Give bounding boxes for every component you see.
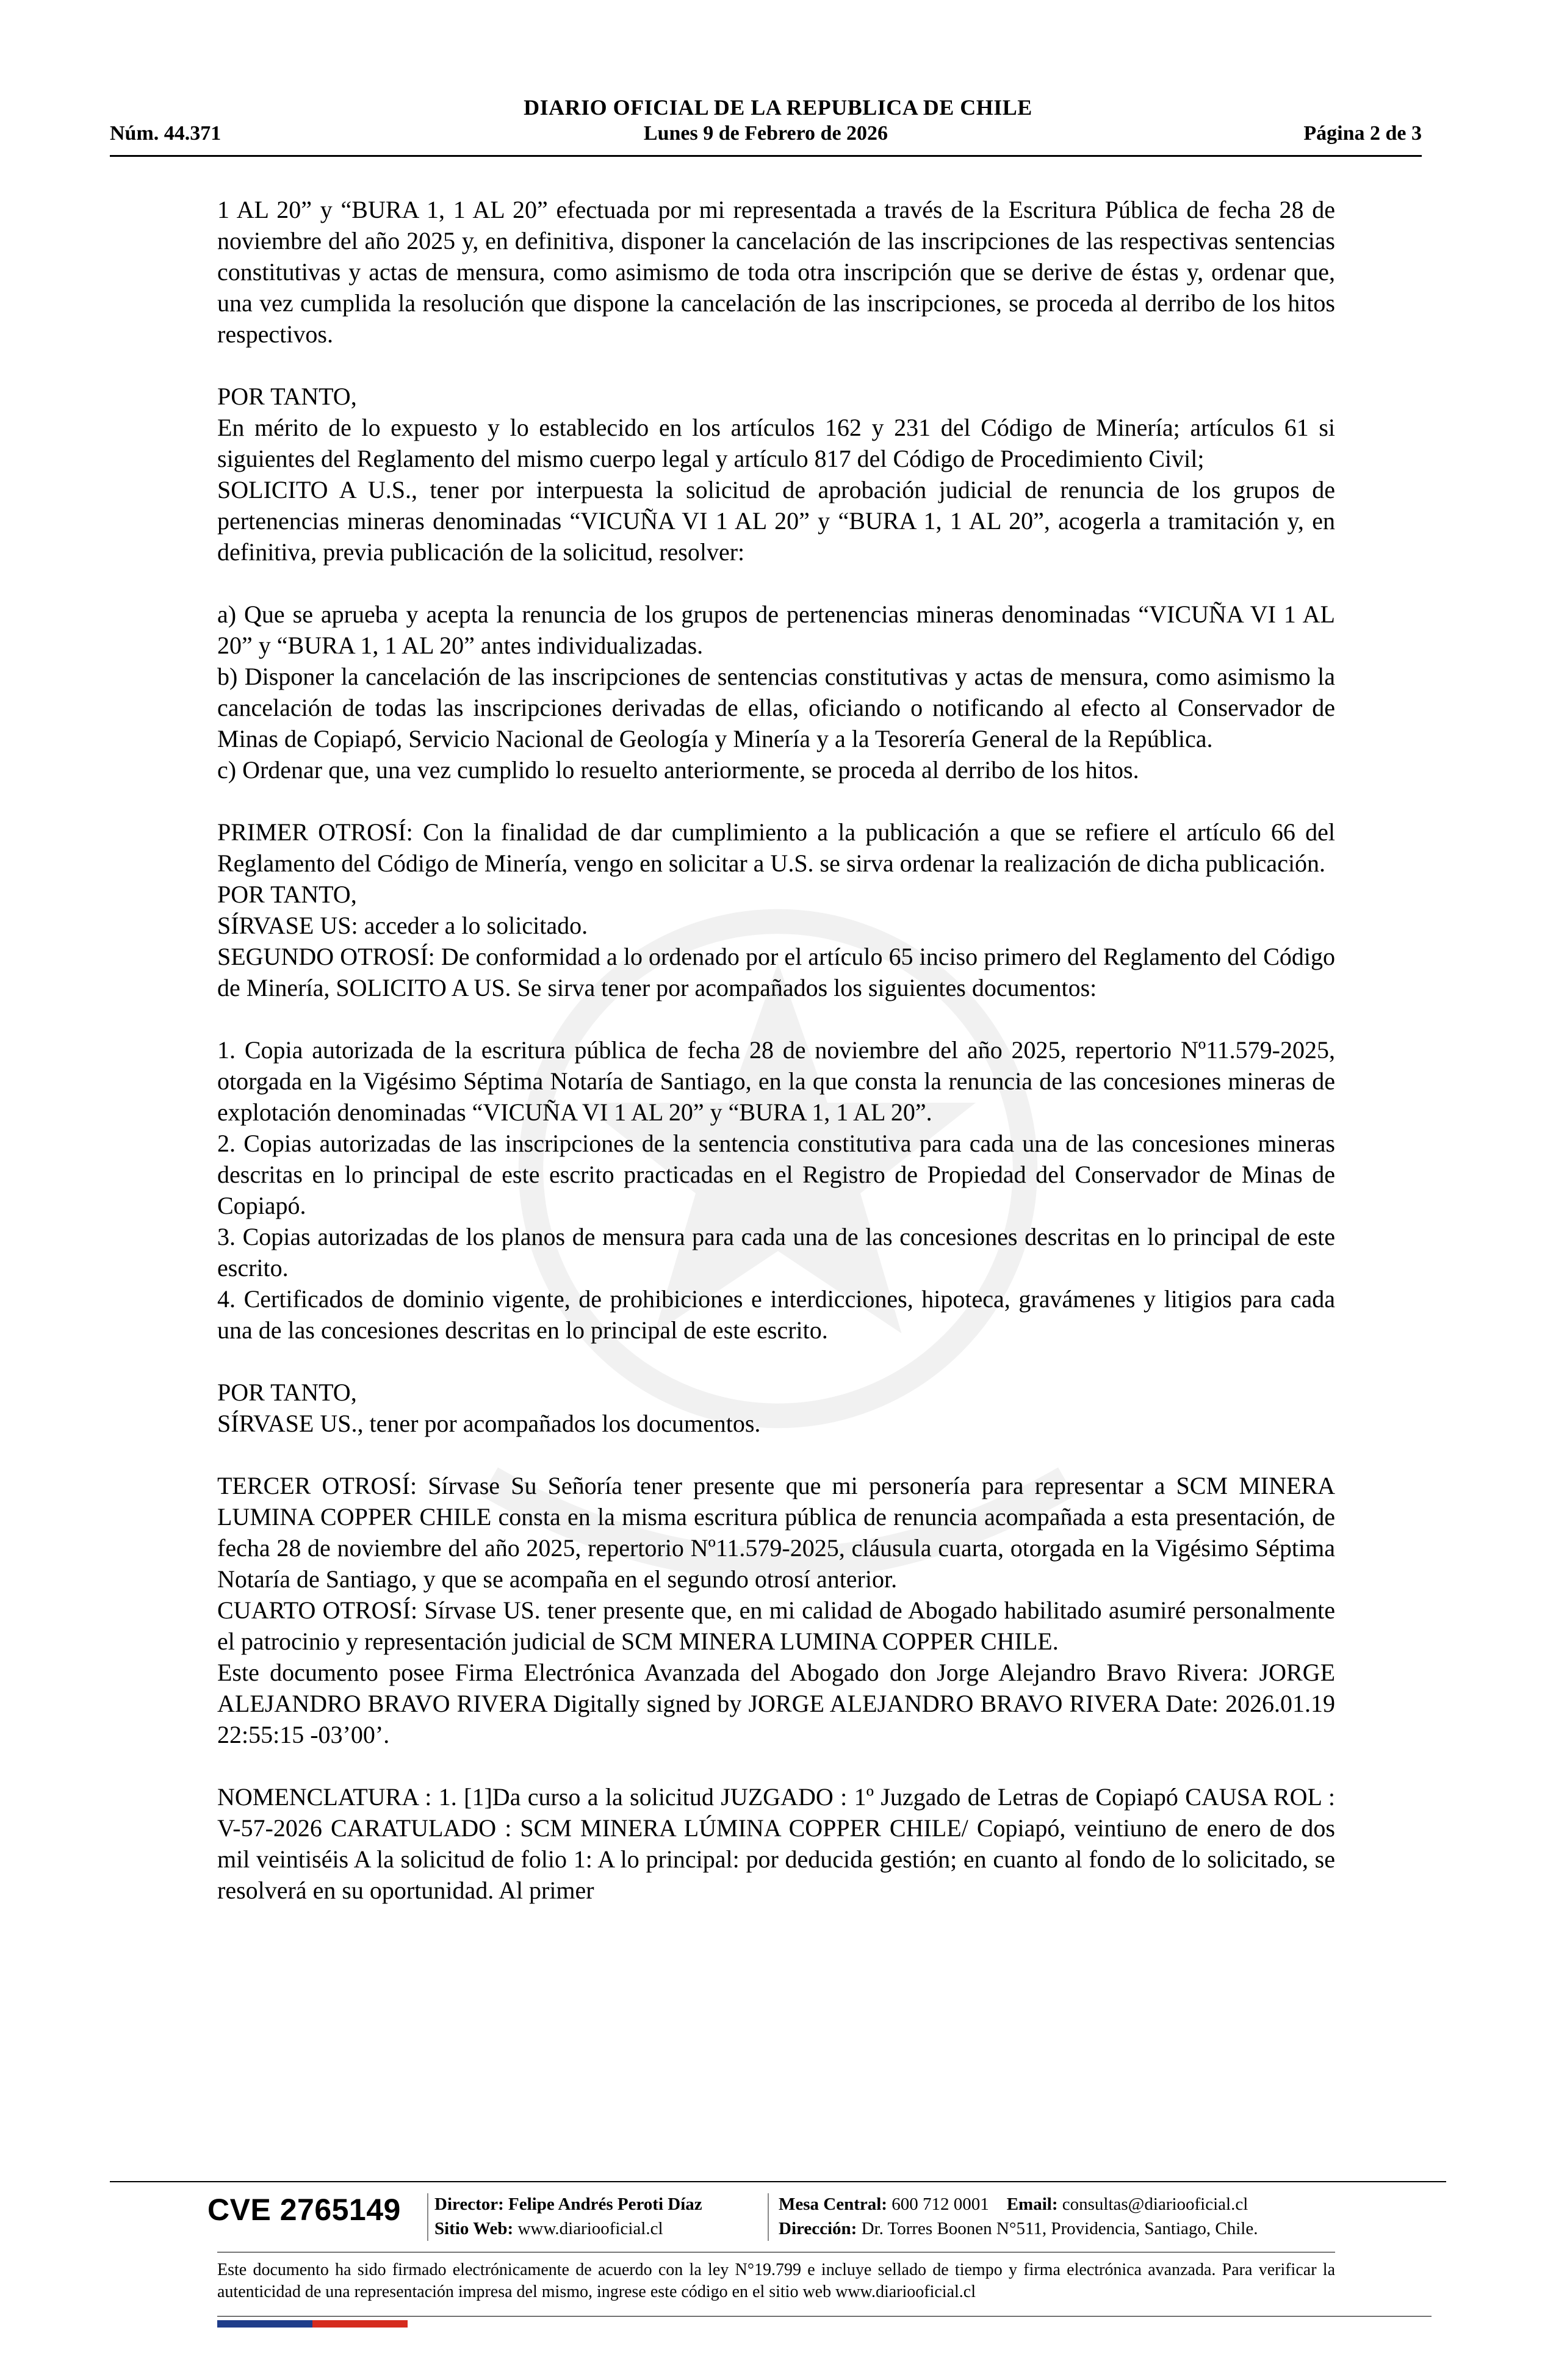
footer-director-block [434, 2192, 702, 2241]
body-paragraph: 1. Copia autorizada de la escritura pública de fecha 28 de noviembre del año 2025, repertorio Nº11.579-2025, otorgada en la Vigésimo Séptima Notaría de Santiago, en la que consta la renuncia de las concesiones mineras de explotación denominadas “VICUÑA VI 1 AL 20” y “BURA 1, 1 AL 20”. [217, 1036, 1335, 1126]
body-paragraph: 2. Copias autorizadas de las inscripciones de la sentencia constitutiva para cada una de las concesiones mineras descritas en lo principal de este escrito practicadas en el Registro de Propiedad del Conservador de Minas de Copiapó. [217, 1130, 1335, 1219]
director-name: Felipe Andrés Peroti Díaz [508, 2194, 702, 2214]
site-label: Sitio Web: [434, 2219, 514, 2238]
body-paragraph: SÍRVASE US: acceder a lo solicitado. [217, 912, 588, 939]
paragraph-gap [217, 1346, 1335, 1377]
page-number: Página 2 de 3 [1303, 122, 1422, 145]
body-paragraph: PRIMER OTROSÍ: Con la finalidad de dar cumplimiento a la publicación a que se refiere el artículo 66 del Reglamento del Código de Minería, vengo en solicitar a U.S. se sirva ordenar la realización de dicha publicación. [217, 818, 1335, 877]
footer-divider-bottom [217, 2316, 1432, 2317]
body-paragraph: NOMENCLATURA : 1. [1]Da curso a la solicitud JUZGADO : 1º Juzgado de Letras de Copiapó CAUSA ROL : V-57-2026 CARATULADO : SCM MINERA LÚMINA COPPER CHILE/ Copiapó, veintiuno de enero de dos mil veintiséis A la solicitud de folio 1: A lo principal: por deducida gestión; en cuanto al fondo de lo solicitado, se resolverá en su oportunidad. Al primer [217, 1783, 1335, 1904]
signature-notice: Este documento ha sido firmado electrónicamente de acuerdo con la ley N°19.799 e incluye sellado de tiempo y firma electrónica avanzada. Para verificar la autenticidad de una representación impresa del mismo, ingrese este código en el sitio web www.diariooficial.cl [217, 2260, 1335, 2301]
flag-blue-segment [217, 2320, 312, 2328]
paragraph-gap [217, 568, 1335, 599]
paragraph-gap [217, 350, 1335, 381]
chile-flag-stripe [217, 2320, 408, 2328]
email-label: Email: [1006, 2194, 1058, 2214]
body-paragraph: POR TANTO, [217, 1379, 357, 1406]
body-paragraph: a) Que se aprueba y acepta la renuncia de los grupos de pertenencias mineras denominadas “VICUÑA VI 1 AL 20” y “BURA 1, 1 AL 20” antes individualizadas. [217, 600, 1335, 659]
gazette-title: DIARIO OFICIAL DE LA REPUBLICA DE CHILE [524, 95, 1032, 120]
header-divider [110, 155, 1422, 157]
mesa-label: Mesa Central: [779, 2194, 887, 2214]
body-paragraph: CUARTO OTROSÍ: Sírvase US. tener presente que, en mi calidad de Abogado habilitado asumiré personalmente el patrocinio y representación judicial de SCM MINERA LUMINA COPPER CHILE. [217, 1596, 1335, 1655]
document-body [217, 194, 1335, 1906]
address-label: Dirección: [779, 2219, 857, 2238]
footer-divider-top [110, 2181, 1446, 2182]
body-paragraph: SÍRVASE US., tener por acompañados los documentos. [217, 1410, 761, 1437]
paragraph-gap [217, 1750, 1335, 1781]
body-paragraph: POR TANTO, [217, 881, 357, 908]
body-paragraph: Este documento posee Firma Electrónica Avanzada del Abogado don Jorge Alejandro Bravo Rivera: JORGE ALEJANDRO BRAVO RIVERA Digitally signed by JORGE ALEJANDRO BRAVO RIVERA Date: 2026.01.19 22:55:15 -03’00’. [217, 1659, 1335, 1748]
issue-number: Núm. 44.371 [110, 122, 222, 145]
body-paragraph: 1 AL 20” y “BURA 1, 1 AL 20” efectuada por mi representada a través de la Escritura Pública de fecha 28 de noviembre del año 2025 y, en definitiva, disponer la cancelación de las inscripciones de las respectivas sentencias constitutivas y actas de mensura, como asimismo de toda otra inscripción que se derive de éstas y, ordenar que, una vez cumplida la resolución que dispone la cancelación de las inscripciones, se proceda al derribo de los hitos respectivos. [217, 196, 1335, 348]
address-value: Dr. Torres Boonen N°511, Providencia, Santiago, Chile. [861, 2219, 1258, 2238]
header-row [110, 122, 1422, 150]
body-paragraph: SEGUNDO OTROSÍ: De conformidad a lo ordenado por el artículo 65 inciso primero del Reglamento del Código de Minería, SOLICITO A US. Se sirva tener por acompañados los siguientes documentos: [217, 943, 1335, 1001]
body-paragraph: SOLICITO A U.S., tener por interpuesta la solicitud de aprobación judicial de renuncia de los grupos de pertenencias mineras denominadas “VICUÑA VI 1 AL 20” y “BURA 1, 1 AL 20”, acogerla a tramitación y, en definitiva, previa publicación de la solicitud, resolver: [217, 476, 1335, 566]
body-paragraph: 4. Certificados de dominio vigente, de prohibiciones e interdicciones, hipoteca, gravámenes y litigios para cada una de las concesiones descritas en lo principal de este escrito. [217, 1285, 1335, 1344]
mesa-phone: 600 712 0001 [891, 2194, 989, 2214]
footer-separator [427, 2193, 428, 2241]
footer-separator [768, 2193, 769, 2241]
cve-code: CVE 2765149 [207, 2193, 401, 2227]
body-paragraph: 3. Copias autorizadas de los planos de mensura para cada una de las concesiones descritas en lo principal de este escrito. [217, 1223, 1335, 1282]
body-paragraph: En mérito de lo expuesto y lo establecido en los artículos 162 y 231 del Código de Minería; artículos 61 si siguientes del Reglamento del mismo cuerpo legal y artículo 817 del Código de Procedimiento Civil; [217, 414, 1335, 472]
footer-contact-block [779, 2192, 1258, 2241]
body-paragraph: b) Disponer la cancelación de las inscripciones de sentencias constitutivas y actas de mensura, como asimismo la cancelación de todas las inscripciones derivadas de ellas, oficiando o notificando al efecto al Conservador de Minas de Copiapó, Servicio Nacional de Geología y Minería y a la Tesorería General de la República. [217, 663, 1335, 752]
email-link[interactable]: consultas@diariooficial.cl [1062, 2194, 1248, 2214]
director-label: Director: [434, 2194, 504, 2214]
site-link[interactable]: www.diariooficial.cl [517, 2219, 663, 2238]
body-paragraph: POR TANTO, [217, 383, 357, 410]
paragraph-gap [217, 785, 1335, 817]
flag-red-segment [312, 2320, 408, 2328]
paragraph-gap [217, 1003, 1335, 1034]
body-paragraph: TERCER OTROSÍ: Sírvase Su Señoría tener presente que mi personería para representar a SCM MINERA LUMINA COPPER CHILE consta en la misma escritura pública de renuncia acompañada a esta presentación, de fecha 28 de noviembre del año 2025, repertorio Nº11.579-2025, cláusula cuarta, otorgada en la Vigésimo Séptima Notaría de Santiago, y que se acompaña en el segundo otrosí anterior. [217, 1472, 1335, 1593]
body-paragraph: c) Ordenar que, una vez cumplido lo resuelto anteriormente, se proceda al derribo de los hitos. [217, 756, 1139, 784]
paragraph-gap [217, 1439, 1335, 1470]
issue-date: Lunes 9 de Febrero de 2026 [643, 122, 888, 145]
